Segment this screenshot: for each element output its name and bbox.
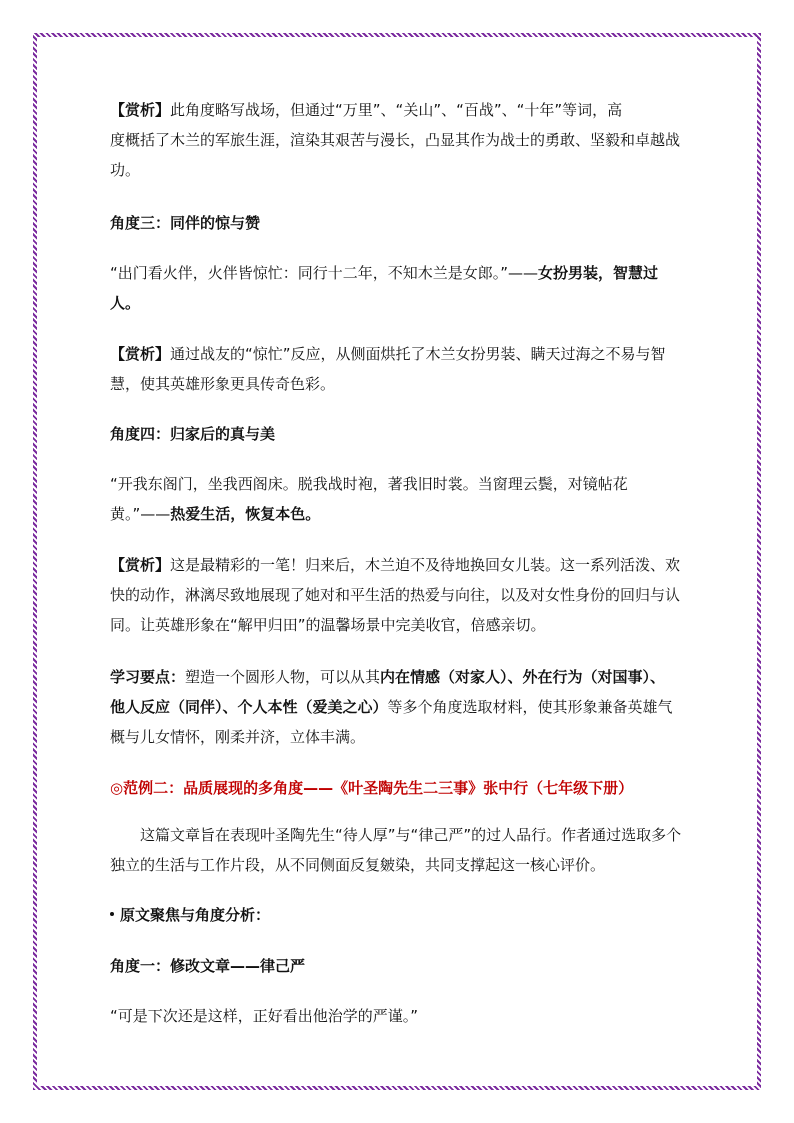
text-emphasis: 内在情感（对家人）、外在行为（对国事）、 bbox=[380, 668, 666, 686]
angle-one-heading: 角度一：修改文章——律己严 bbox=[110, 957, 306, 975]
appreciation-tag: 【赏析】 bbox=[110, 345, 171, 363]
angle-three-heading: 角度三：同伴的惊与赞 bbox=[110, 214, 261, 232]
quote-three bbox=[110, 258, 720, 318]
text-line: 慧，使其英雄形象更具传奇色彩。 bbox=[110, 375, 336, 393]
text-line: 功。 bbox=[110, 161, 141, 179]
appreciation-paragraph-1 bbox=[110, 95, 720, 185]
key-points bbox=[110, 662, 720, 752]
bullet-icon bbox=[110, 912, 114, 916]
key-points-label: 学习要点： bbox=[110, 668, 186, 686]
text-line: 此角度略写战场，但通过“万里”、“关山”、“百战”、“十年”等词，高 bbox=[170, 101, 623, 119]
angle-four-heading: 角度四：归家后的真与美 bbox=[110, 425, 276, 443]
text-line: 同。让英雄形象在“解甲归田”的温馨场景中完美收官，倍感亲切。 bbox=[110, 616, 546, 634]
example-two-heading: ◎范例二：品质展现的多角度——《叶圣陶先生二三事》张中行（七年级下册） bbox=[110, 779, 634, 797]
text-line: 通过战友的“惊忙”反应，从侧面烘托了木兰女扮男装、瞒天过海之不易与智 bbox=[170, 345, 666, 363]
appreciation-tag: 【赏析】 bbox=[110, 556, 171, 574]
text-line: 快的动作，淋漓尽致地展现了她对和平生活的热爱与向往，以及对女性身份的回归与认 bbox=[110, 586, 681, 604]
appreciation-paragraph-3 bbox=[110, 339, 720, 399]
quote-four bbox=[110, 469, 720, 529]
text-line: 概与儿女情怀，刚柔并济，立体丰满。 bbox=[110, 728, 366, 746]
focus-heading bbox=[110, 900, 720, 930]
text-emphasis: 他人反应（同伴）、个人本性（爱美之心） bbox=[110, 698, 388, 716]
text-line: 等多个角度选取材料，使其形象兼备英雄气 bbox=[387, 698, 673, 716]
quote-text: 黄。”—— bbox=[110, 505, 171, 523]
text-line: 这篇文章旨在表现叶圣陶先生“待人厚”与“律己严”的过人品行。作者通过选取多个 bbox=[140, 826, 682, 844]
appreciation-paragraph-4 bbox=[110, 550, 720, 640]
quote-emphasis: 女扮男装，智慧过 bbox=[538, 264, 659, 282]
text-line: 独立的生活与工作片段，从不同侧面反复皴染，共同支撑起这一核心评价。 bbox=[110, 856, 606, 874]
text-line: 塑造一个圆形人物，可以从其 bbox=[185, 668, 381, 686]
quote-emphasis: 人。 bbox=[110, 294, 141, 312]
quote-one: “可是下次还是这样，正好看出他治学的严谨。” bbox=[110, 1007, 419, 1025]
quote-emphasis: 热爱生活，恢复本色。 bbox=[170, 505, 321, 523]
appreciation-tag: 【赏析】 bbox=[110, 101, 171, 119]
text-line: 度概括了木兰的军旅生涯，渲染其艰苦与漫长，凸显其作为战士的勇敢、坚毅和卓越战 bbox=[110, 131, 681, 149]
quote-text: “出门看火伴，火伴皆惊忙：同行十二年，不知木兰是女郎。”—— bbox=[110, 264, 539, 282]
text-line: 这是最精彩的一笔！归来后，木兰迫不及待地换回女儿装。这一系列活泼、欢 bbox=[170, 556, 681, 574]
intro-paragraph bbox=[110, 820, 720, 880]
focus-heading-text: 原文聚焦与角度分析： bbox=[120, 906, 271, 924]
quote-text: “开我东阁门，坐我西阁床。脱我战时袍，著我旧时裳。当窗理云鬓，对镜帖花 bbox=[110, 475, 628, 493]
